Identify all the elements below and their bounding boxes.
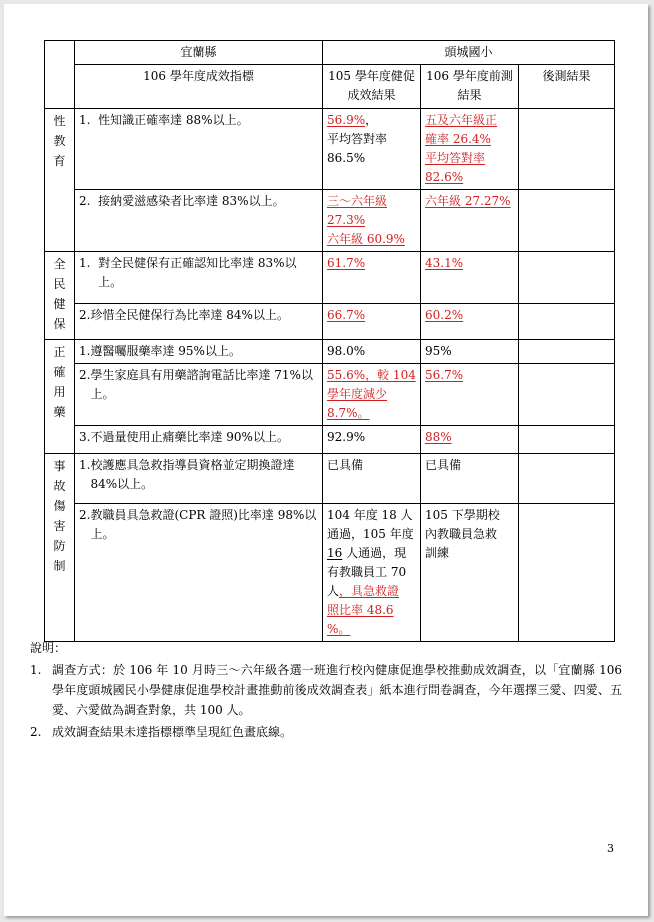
notes-section — [30, 638, 622, 742]
document-page — [4, 4, 648, 916]
table-row — [45, 504, 615, 642]
header-row-2 — [45, 65, 615, 109]
note-item: 1. 調查方式：於 106 年 10 月時三～六年級各選一班進行校內健康促進學校推動成效調查，以「宜蘭縣 106 學年度頭城國民小學健康促進學校計畫推動前後成效調查表」紙本進行問卷調查，今年選擇三愛、四愛、五愛、六愛做為調查對象，共 100 人。 — [30, 663, 622, 717]
posttest-cell — [519, 504, 615, 642]
indicator-cell: 2. 教職員具急救證(CPR 證照)比率達 98%以上。 — [75, 504, 323, 642]
indicator-cell: 1. 校護應具急救指導員資格並定期換證達 84%以上。 — [75, 454, 323, 504]
posttest-cell — [519, 364, 615, 426]
posttest-cell — [519, 304, 615, 340]
indicator-cell: 2. 接納愛滋感染者比率達 83%以上。 — [75, 190, 323, 252]
table-row — [45, 252, 615, 304]
notes-label: 說明： — [30, 641, 67, 655]
results-table — [44, 40, 615, 642]
header-row-1 — [45, 41, 615, 65]
table-row — [45, 109, 615, 190]
posttest-cell — [519, 252, 615, 304]
posttest-cell — [519, 426, 615, 454]
result-105-cell: 104 年度 18 人 通過，105 年度 16 人通過，現 有教職員工 70 人，具急救證 照比率 48.6 %。 — [323, 504, 421, 642]
indicator-cell: 3. 不過量使用止痛藥比率達 90%以上。 — [75, 426, 323, 454]
indicator-cell: 2. 學生家庭具有用藥諮詢電話比率達 71%以上。 — [75, 364, 323, 426]
pretest-106-cell: 105 下學期校 內教職員急救 訓練 — [421, 504, 519, 642]
result-105-cell: 92.9% — [323, 426, 421, 454]
table-row — [45, 340, 615, 364]
indicator-col-header: 106 學年度成效指標 — [75, 65, 323, 109]
table-row — [45, 454, 615, 504]
category-accident-prevention: 事故傷害防制 — [45, 454, 75, 642]
result-105-cell: 已具備 — [323, 454, 421, 504]
pretest-106-cell: 56.7% — [421, 364, 519, 426]
posttest-header: 後測結果 — [519, 65, 615, 109]
table-row — [45, 364, 615, 426]
result-105-cell: 66.7% — [323, 304, 421, 340]
posttest-cell — [519, 340, 615, 364]
posttest-cell — [519, 109, 615, 190]
indicator-cell: 1. 遵醫囑服藥率達 95%以上。 — [75, 340, 323, 364]
corner-cell — [45, 41, 75, 109]
category-sex-education: 性教育 — [45, 109, 75, 252]
table-row — [45, 426, 615, 454]
result-105-cell: 98.0% — [323, 340, 421, 364]
result-105-cell: 三～六年級 27.3% 六年級 60.9% — [323, 190, 421, 252]
result-105-cell: 61.7% — [323, 252, 421, 304]
category-correct-medication: 正確用藥 — [45, 340, 75, 454]
indicator-cell: 1. 對全民健保有正確認知比率達 83%以上。 — [75, 252, 323, 304]
indicator-cell: 1. 性知識正確率達 88%以上。 — [75, 109, 323, 190]
pretest-106-header: 106 學年度前測結果 — [421, 65, 519, 109]
posttest-cell — [519, 190, 615, 252]
pretest-106-cell: 88% — [421, 426, 519, 454]
county-header: 宜蘭縣 — [75, 41, 323, 65]
pretest-106-cell: 60.2% — [421, 304, 519, 340]
indicator-cell: 2. 珍惜全民健保行為比率達 84%以上。 — [75, 304, 323, 340]
school-header: 頭城國小 — [323, 41, 615, 65]
result-105-cell: 55.6%，較 104 學年度減少 8.7%。 — [323, 364, 421, 426]
table-row — [45, 190, 615, 252]
table-row — [45, 304, 615, 340]
pretest-106-cell: 六年級 27.27% — [421, 190, 519, 252]
result-105-cell: 56.9%， 平均答對率 86.5% — [323, 109, 421, 190]
posttest-cell — [519, 454, 615, 504]
pretest-106-cell: 已具備 — [421, 454, 519, 504]
pretest-106-cell: 43.1% — [421, 252, 519, 304]
pretest-106-cell: 95% — [421, 340, 519, 364]
page-number: 3 — [607, 842, 614, 855]
pretest-106-cell: 五及六年級正 確率 26.4% 平均答對率 82.6% — [421, 109, 519, 190]
note-item: 2. 成效調查結果未達指標標準呈現紅色畫底線。 — [30, 725, 293, 739]
result-105-header: 105 學年度健促成效結果 — [323, 65, 421, 109]
category-national-health-insurance: 全民健保 — [45, 252, 75, 340]
